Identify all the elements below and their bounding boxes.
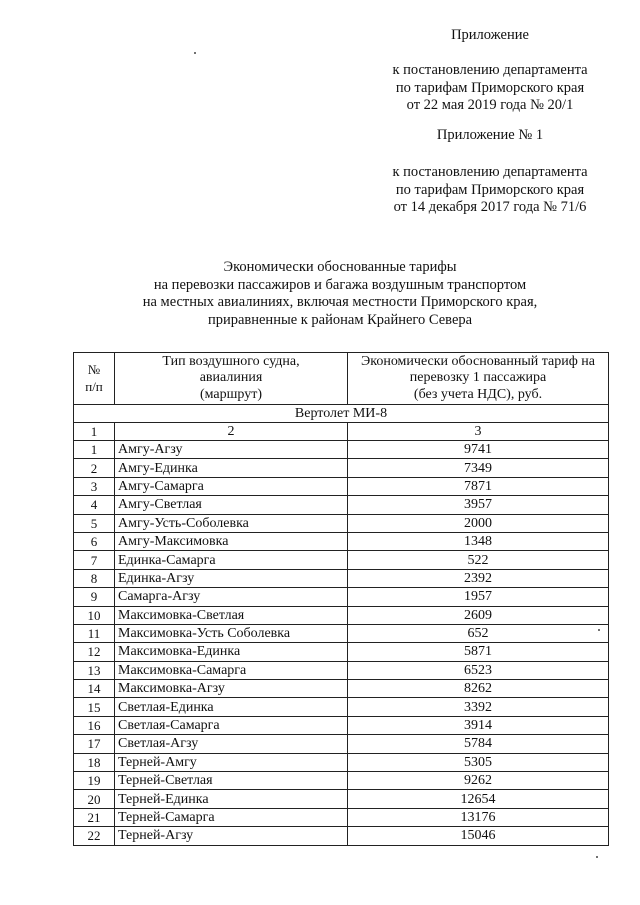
appendix-number-label [360, 127, 620, 145]
column-number-2: 2 [115, 423, 348, 441]
table-row [74, 588, 609, 606]
row-number: 5 [74, 514, 115, 532]
row-number: 17 [74, 735, 115, 753]
row-number: 11 [74, 624, 115, 642]
decree1-line2: по тарифам Приморского края [395, 79, 585, 96]
table-header-row [74, 353, 609, 405]
row-number: 4 [74, 496, 115, 514]
row-number: 12 [74, 643, 115, 661]
column-number-row [74, 423, 609, 441]
table-row [74, 772, 609, 790]
appendix-label [360, 27, 620, 45]
row-number: 2 [74, 459, 115, 477]
row-route: Терней-Агзу [115, 827, 348, 845]
header-tariff-line3: (без учета НДС), руб. [413, 386, 543, 402]
row-route: Терней-Самарга [115, 808, 348, 826]
header-route-line2: авиалиния [199, 370, 263, 386]
row-tariff: 1348 [348, 532, 609, 550]
row-number: 7 [74, 551, 115, 569]
title-line3: на местных авиалиниях, включая местности Приморского края, [142, 294, 538, 310]
title-line2: на перевозки пассажиров и багажа воздушным транспортом [153, 276, 527, 293]
row-number: 8 [74, 569, 115, 587]
header-number [74, 353, 115, 405]
decree2-line3: от 14 декабря 2017 года № 71/6 [393, 199, 587, 215]
table-row [74, 735, 609, 753]
row-route: Единка-Агзу [115, 569, 348, 587]
row-route: Максимовка-Самарга [115, 661, 348, 679]
section-row [74, 405, 609, 423]
row-tariff: 12654 [348, 790, 609, 808]
decree1-line3: от 22 мая 2019 года № 20/1 [406, 97, 574, 113]
row-tariff: 5784 [348, 735, 609, 753]
scan-speck [194, 52, 196, 54]
table-row [74, 680, 609, 698]
row-tariff: 3914 [348, 716, 609, 734]
row-route: Амгу-Единка [115, 459, 348, 477]
row-route: Максимовка-Единка [115, 643, 348, 661]
table-row [74, 808, 609, 826]
row-number: 16 [74, 716, 115, 734]
row-route: Амгу-Максимовка [115, 532, 348, 550]
row-route: Амгу-Самарга [115, 477, 348, 495]
decree2-line2: по тарифам Приморского края [395, 181, 585, 198]
row-tariff: 2392 [348, 569, 609, 587]
header-route [115, 353, 348, 405]
table-row [74, 716, 609, 734]
table-row [74, 827, 609, 845]
row-number: 20 [74, 790, 115, 808]
decree2-line1: к постановлению департамента [392, 164, 588, 180]
decree-reference-1 [360, 62, 620, 115]
row-tariff: 1957 [348, 588, 609, 606]
decree-reference-2 [360, 164, 620, 217]
row-number: 10 [74, 606, 115, 624]
row-number: 6 [74, 532, 115, 550]
column-number-1: 1 [74, 423, 115, 441]
row-number: 13 [74, 661, 115, 679]
title-line4: приравненные к районам Крайнего Севера [207, 311, 473, 328]
column-number-3: 3 [348, 423, 609, 441]
row-route: Единка-Самарга [115, 551, 348, 569]
table-row [74, 514, 609, 532]
table-row [74, 606, 609, 624]
row-tariff: 8262 [348, 680, 609, 698]
row-tariff: 5871 [348, 643, 609, 661]
header-tariff-line1: Экономически обоснованный тариф на [361, 353, 595, 369]
table-row [74, 459, 609, 477]
row-number: 15 [74, 698, 115, 716]
table-row [74, 624, 609, 642]
row-number: 3 [74, 477, 115, 495]
row-route: Светлая-Единка [115, 698, 348, 716]
row-tariff: 2609 [348, 606, 609, 624]
table-row [74, 477, 609, 495]
row-route: Терней-Светлая [115, 772, 348, 790]
header-tariff [348, 353, 609, 405]
row-route: Максимовка-Усть Соболевка [115, 624, 348, 642]
row-route: Светлая-Агзу [115, 735, 348, 753]
row-number: 9 [74, 588, 115, 606]
row-tariff: 5305 [348, 753, 609, 771]
decree1-line1: к постановлению департамента [392, 62, 588, 78]
row-tariff: 652 [348, 624, 609, 642]
table-row [74, 698, 609, 716]
table-row [74, 441, 609, 459]
header-number-line1: № [87, 362, 101, 377]
row-route: Терней-Единка [115, 790, 348, 808]
row-number: 21 [74, 808, 115, 826]
scan-speck [596, 856, 598, 858]
row-route: Максимовка-Агзу [115, 680, 348, 698]
table-row [74, 551, 609, 569]
scan-speck [598, 629, 600, 631]
title-line1: Экономически обоснованные тарифы [223, 259, 457, 275]
row-number: 14 [74, 680, 115, 698]
row-number: 18 [74, 753, 115, 771]
row-tariff: 6523 [348, 661, 609, 679]
header-number-line2: п/п [85, 378, 103, 394]
row-tariff: 13176 [348, 808, 609, 826]
table-row [74, 790, 609, 808]
row-tariff: 2000 [348, 514, 609, 532]
row-tariff: 9741 [348, 441, 609, 459]
header-route-line3: (маршрут) [199, 386, 262, 402]
document-title [100, 259, 580, 329]
row-route: Светлая-Самарга [115, 716, 348, 734]
row-tariff: 15046 [348, 827, 609, 845]
row-route: Амгу-Усть-Соболевка [115, 514, 348, 532]
row-route: Максимовка-Светлая [115, 606, 348, 624]
table-row [74, 532, 609, 550]
table-row [74, 569, 609, 587]
row-number: 19 [74, 772, 115, 790]
row-route: Терней-Амгу [115, 753, 348, 771]
row-tariff: 522 [348, 551, 609, 569]
header-route-line1: Тип воздушного судна, [162, 353, 300, 369]
row-tariff: 7871 [348, 477, 609, 495]
row-tariff: 3392 [348, 698, 609, 716]
table-row [74, 643, 609, 661]
appendix-text: Приложение [451, 27, 529, 43]
appendix-number-text: Приложение № 1 [436, 127, 544, 143]
row-number: 22 [74, 827, 115, 845]
row-tariff: 7349 [348, 459, 609, 477]
row-route: Самарга-Агзу [115, 588, 348, 606]
row-route: Амгу-Агзу [115, 441, 348, 459]
row-tariff: 9262 [348, 772, 609, 790]
header-tariff-line2: перевозку 1 пассажира [409, 370, 547, 386]
row-route: Амгу-Светлая [115, 496, 348, 514]
table-row [74, 753, 609, 771]
table-row [74, 496, 609, 514]
tariff-table [73, 352, 609, 846]
row-number: 1 [74, 441, 115, 459]
table-row [74, 661, 609, 679]
section-title: Вертолет МИ-8 [74, 405, 609, 423]
row-tariff: 3957 [348, 496, 609, 514]
